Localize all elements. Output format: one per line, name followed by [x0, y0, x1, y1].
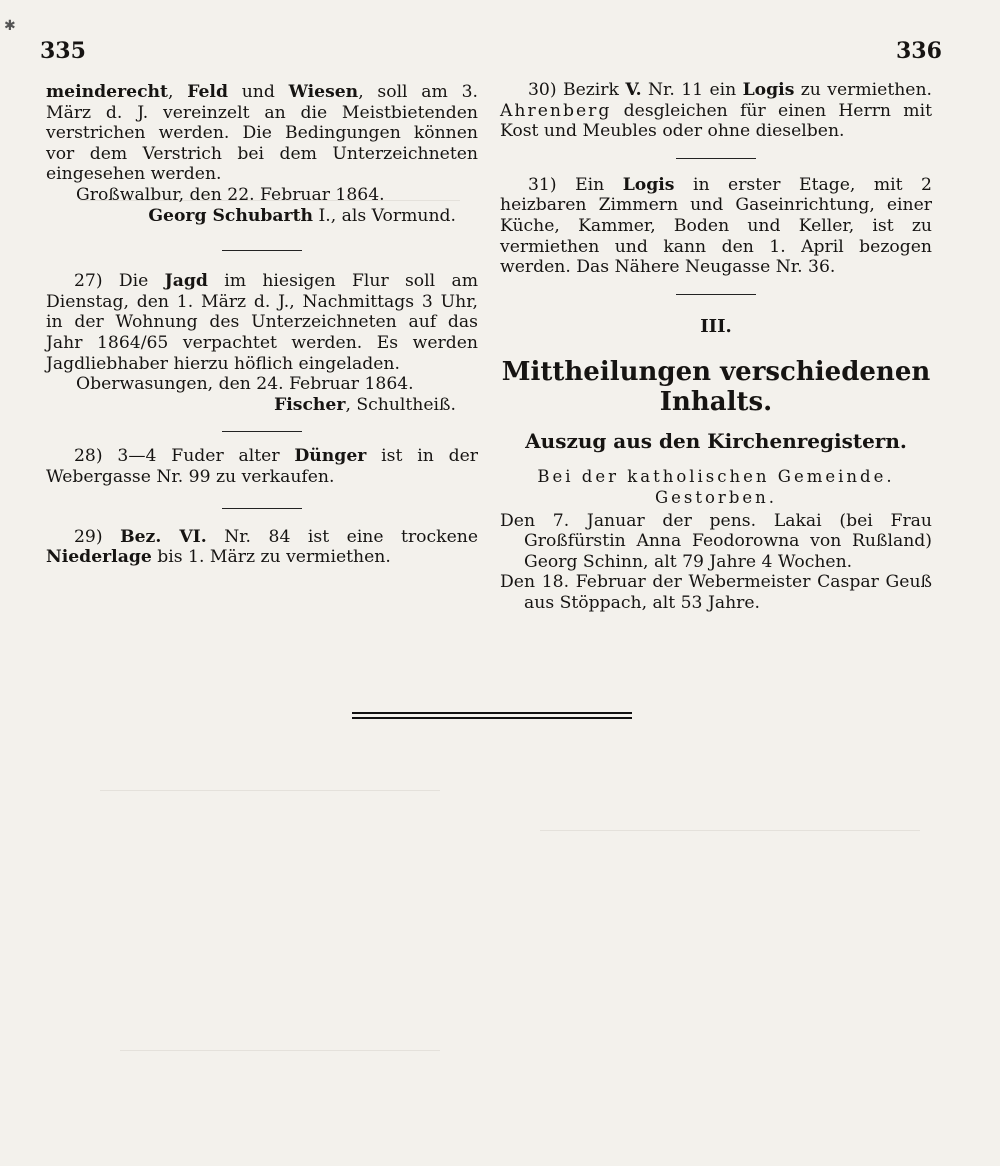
separator-line — [222, 250, 302, 251]
right-column — [500, 80, 932, 614]
notice-26-bold-2: Feld — [187, 82, 228, 102]
notice-27-text-1: im hiesigen Flur soll am Dienstag, den 1. März d. J., Nachmittags 3 Uhr, in der Wohnung des Unterzeichneten auf das Jahr 1864/65 verpachtet werden. Es werden Jagdliebhaber hierzu höflich eingeladen. — [46, 271, 478, 374]
died-heading: Gestorben. — [654, 487, 778, 507]
notice-26 — [46, 82, 478, 185]
end-double-rule-bottom — [352, 717, 632, 719]
notice-30-bold-2: Logis — [742, 80, 795, 100]
page-number-left: 335 — [40, 38, 86, 64]
notice-30-text-3: zu vermiethen. — [794, 80, 932, 100]
separator-line — [222, 508, 302, 509]
notice-31 — [500, 175, 932, 278]
section-subtitle: Auszug aus den Kirchenregistern. — [525, 429, 907, 454]
corner-mark: ✱ — [4, 18, 16, 34]
separator-line — [676, 158, 756, 159]
separator-line — [222, 431, 302, 432]
notice-26-text-1: , — [168, 82, 188, 102]
left-column — [46, 82, 478, 568]
section-number: III. — [700, 315, 732, 337]
notice-26-text-3: , soll am 3. März d. J. vereinzelt an die Meistbietenden verstrichen werden. Die Bedingungen können vor dem Verstrich bei dem Unterzeichneten eingesehen werden. — [46, 82, 478, 185]
notice-29-bold-2: Niederlage — [46, 547, 152, 568]
notice-28 — [46, 446, 478, 487]
notice-26-signer — [46, 206, 478, 227]
notice-26-signer-role: I., als Vormund. — [313, 205, 456, 226]
bleed-through-decoration — [540, 830, 920, 835]
bleed-through-decoration — [120, 1050, 440, 1055]
notice-29-text-1: 29) — [74, 526, 121, 547]
notice-29-text-3: bis 1. März zu vermiethen. — [151, 547, 391, 568]
notice-26-bold-1: meinderecht — [46, 82, 168, 102]
notice-28-text-2: ist in der Webergasse Nr. 99 zu verkaufen. — [46, 446, 478, 487]
notice-31-bold-1: Logis — [622, 174, 675, 195]
notice-26-text-2: und — [227, 82, 289, 102]
congregation-heading: Bei der katholischen Gemeinde. — [537, 467, 895, 487]
notice-26-signer-name: Georg Schubarth — [148, 205, 314, 226]
end-double-rule-top — [352, 712, 632, 714]
notice-30-text-1: 30) Bezirk — [528, 80, 626, 100]
page-number-right: 336 — [896, 38, 942, 64]
separator-line — [676, 294, 756, 295]
notice-30-spaced-name: Ahrenberg — [500, 100, 612, 121]
notice-30-text-4: desgleichen für einen Herrn mit Kost und Meubles oder ohne dieselben. — [500, 100, 932, 142]
notice-29 — [46, 527, 478, 568]
notice-27-signer-name: Fischer — [274, 394, 346, 415]
section-title: Mittheilungen verschiedenen Inhalts. — [501, 357, 931, 418]
notice-27-date: Oberwasungen, den 24. Februar 1864. — [76, 374, 414, 395]
notice-29-text-2: Nr. 84 ist eine trockene — [206, 526, 478, 547]
notice-28-text-1: 28) 3—4 Fuder alter — [74, 446, 295, 467]
register-entry: Den 7. Januar der pens. Lakai (bei Frau Großfürstin Anna Feodorowna von Rußland) Georg Schinn, alt 79 Jahre 4 Wochen. — [500, 510, 932, 572]
notice-31-text-2: in erster Etage, mit 2 heizbaren Zimmern und Gaseinrichtung, einer Küche, Kammer, Boden und Keller, ist zu vermiethen und kann den 1. April bezogen werden. Das Nähere Neugasse Nr. 36. — [500, 174, 932, 278]
notice-27 — [46, 271, 478, 374]
bleed-through-decoration — [100, 790, 440, 795]
notice-28-bold-1: Dünger — [294, 446, 367, 467]
notice-30-bold-1: V. — [625, 80, 642, 100]
notice-27-signer-role: , Schultheiß. — [345, 394, 456, 415]
notice-26-bold-3: Wiesen — [288, 82, 359, 102]
notice-30 — [500, 80, 932, 142]
notice-27-number: 27) Die — [74, 271, 165, 292]
notice-27-bold-1: Jagd — [164, 271, 208, 292]
register-entry: Den 18. Februar der Webermeister Caspar Geuß aus Stöppach, alt 53 Jahre. — [500, 572, 932, 613]
notice-26-date: Großwalbur, den 22. Februar 1864. — [76, 184, 385, 205]
notice-31-text-1: 31) Ein — [528, 174, 623, 195]
notice-27-signer — [46, 395, 478, 416]
notice-30-text-2: Nr. 11 ein — [641, 80, 743, 100]
notice-29-bold-1: Bez. VI. — [120, 526, 207, 547]
